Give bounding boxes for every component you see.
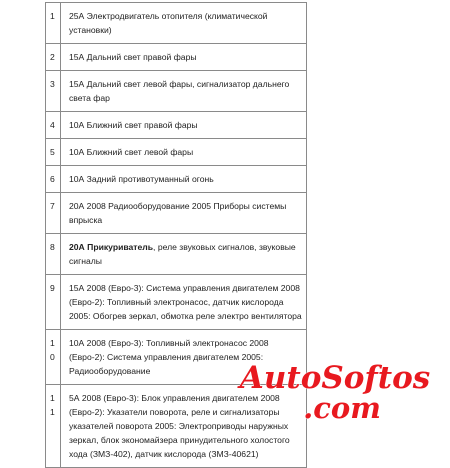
fuse-description: 10А Задний противотуманный огонь	[61, 166, 307, 193]
table-row	[46, 193, 307, 234]
fuse-description-bold: 20А Прикуриватель	[69, 242, 154, 252]
fuse-number: 4	[46, 112, 61, 139]
table-row	[46, 234, 307, 275]
table-row	[46, 71, 307, 112]
table-row	[46, 44, 307, 71]
fuse-number: 1	[46, 3, 61, 44]
fuse-description: 10А 2008 (Евро-3): Топливный электронасос 2008 (Евро-2): Система управления двигателем 2005: Радиооборудование	[61, 330, 307, 385]
table-row	[46, 166, 307, 193]
fuse-description: 5А 2008 (Евро-3): Блок управления двигателем 2008 (Евро-2): Указатели поворота, реле и сигнализаторы указателей поворота 2005: Электроприводы наружных зеркал, блок экономайзера принудительного холостого хода (ЗМЗ-402), датчик кислорода (ЗМЗ-40621)	[61, 385, 307, 468]
table-row	[46, 275, 307, 330]
fuse-number: 5	[46, 139, 61, 166]
fuse-number: 7	[46, 193, 61, 234]
fuse-description: 15А 2008 (Евро-3): Система управления двигателем 2008 (Евро-2): Топливный электронасос, датчик кислорода 2005: Обогрев зеркал, обмотка реле электро вентилятора	[61, 275, 307, 330]
fuse-number: 8	[46, 234, 61, 275]
fuse-description: 25А Электродвигатель отопителя (климатической установки)	[61, 3, 307, 44]
fuse-description: 10А Ближний свет правой фары	[61, 112, 307, 139]
watermark-line2: .com	[303, 391, 381, 425]
fuse-description: 15А Дальний свет правой фары	[61, 44, 307, 71]
table-row	[46, 139, 307, 166]
fuse-number: 10	[46, 330, 61, 385]
table-row	[46, 385, 307, 468]
table-row	[46, 112, 307, 139]
fuse-table	[45, 2, 307, 468]
fuse-number: 3	[46, 71, 61, 112]
fuse-number: 11	[46, 385, 61, 468]
fuse-number: 9	[46, 275, 61, 330]
fuse-description-rest: , реле звуковых сигналов, звуковые сигналы	[69, 242, 296, 266]
fuse-description: 15А Дальний свет левой фары, сигнализатор дальнего света фар	[61, 71, 307, 112]
watermark-line1: AutoSoftos	[239, 360, 431, 396]
table-row	[46, 330, 307, 385]
table-row	[46, 3, 307, 44]
fuse-number: 6	[46, 166, 61, 193]
fuse-description	[61, 234, 307, 275]
fuse-description: 20А 2008 Радиооборудование 2005 Приборы системы впрыска	[61, 193, 307, 234]
fuse-description: 10А Ближний свет левой фары	[61, 139, 307, 166]
fuse-number: 2	[46, 44, 61, 71]
